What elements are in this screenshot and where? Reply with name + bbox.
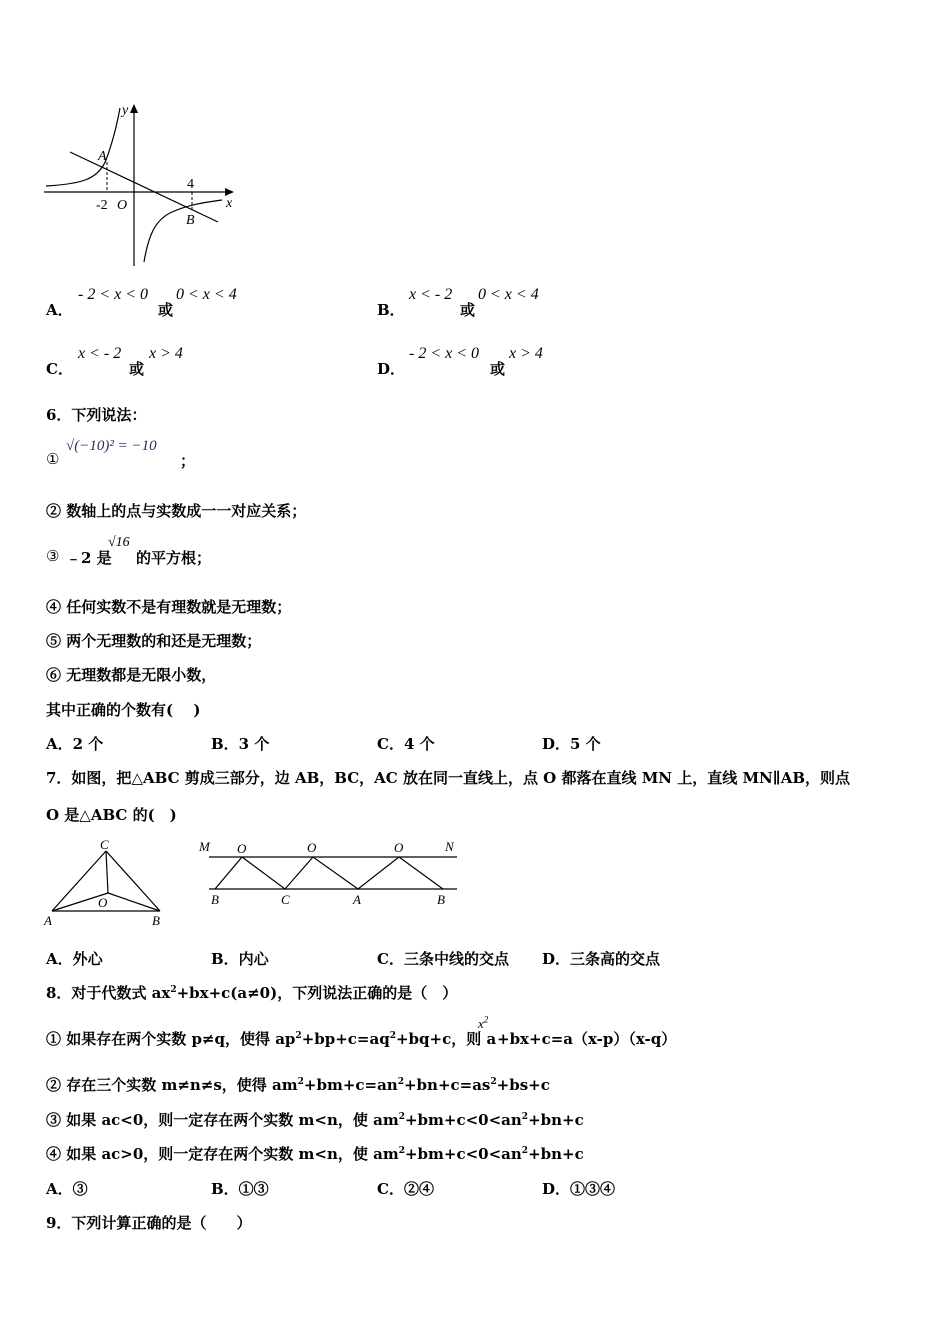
q6-statement-5: ⑤ 两个无理数的和还是无理数； <box>46 632 262 650</box>
q8-s4-sup1: 2 <box>398 1146 405 1156</box>
q5-option-c-part1: x < - 2 <box>78 345 122 362</box>
graph-a-label: A <box>98 149 107 164</box>
q5-option-b-part1: x < - 2 <box>409 286 453 303</box>
q5-option-b-part2: 0 < x < 4 <box>478 286 539 303</box>
hyperbola-line-graph <box>40 100 245 270</box>
hyperbola-right-branch <box>144 200 222 262</box>
q6-stem: 6．下列说法： <box>46 406 147 424</box>
q8-stem-pre: 8．对于代数式 ax <box>46 984 171 1002</box>
q6-statement-3-radical: √16 <box>108 535 130 550</box>
q6-statement-1-semicolon: ； <box>180 452 196 470</box>
q8-stem-post: +bx+c(a≠0)，下列说法正确的是（ ） <box>176 984 458 1002</box>
triangle-figure <box>40 835 180 930</box>
q8-s3-mid: +bm+c<0<an <box>404 1111 522 1129</box>
q8-s2-sup2: 2 <box>397 1077 404 1087</box>
q8-s1-mid2: +bq+c，则 a <box>395 1030 497 1048</box>
tri-label-o: O <box>98 895 108 910</box>
q8-s1-sup2: 2 <box>389 1031 396 1041</box>
graph-origin-label: O <box>117 198 128 213</box>
strip-label-o1: O <box>237 841 247 856</box>
q8-s2-sup3: 2 <box>490 1077 497 1087</box>
linear-function-line <box>70 152 218 222</box>
q8-stem-sup: 2 <box>170 985 177 995</box>
q8-statement-2 <box>46 1074 550 1095</box>
q5-option-c-part2: x > 4 <box>149 345 183 362</box>
q8-s2-pre: ② 存在三个实数 m≠n≠s，使得 am <box>46 1076 298 1094</box>
q6-statement-3-mark: ③ <box>46 547 60 565</box>
q8-s1-post: +bx+c=a（x-p）（x-q） <box>497 1030 677 1048</box>
y-axis-arrow <box>130 104 138 113</box>
q6-statement-6: ⑥ 无理数都是无限小数， <box>46 666 217 684</box>
q5-option-d-part2: x > 4 <box>509 345 543 362</box>
q6-statement-1-mark: ① <box>46 450 60 468</box>
q8-s4-pre: ④ 如果 ac>0，则一定存在两个实数 m<n，使 am <box>46 1145 399 1163</box>
graph-x-label: x <box>226 196 233 211</box>
q5-option-a-huo: 或 <box>158 301 174 319</box>
graph-neg2-label: -2 <box>96 198 108 213</box>
tri-label-b: B <box>152 913 160 928</box>
q7-line-1: 7．如图，把△ABC 剪成三部分，边 AB，BC，AC 放在同一直线上，点 O 都落在直线 MN 上，直线 MN∥AB，则点 <box>46 769 851 787</box>
q7-option-c[interactable]: C．三条中线的交点 <box>377 950 509 968</box>
tri-label-a: A <box>44 913 52 928</box>
q8-option-c[interactable]: C．②④ <box>377 1180 434 1198</box>
zigzag <box>215 857 443 889</box>
q8-s2-m2: +bn+c=as <box>403 1076 491 1094</box>
q5-option-b-letter: B． <box>377 301 405 319</box>
q8-s1-x-letter: x <box>478 1016 484 1031</box>
q6-statement-3-pre: ﹣2 是 <box>66 549 112 567</box>
q8-s3-pre: ③ 如果 ac<0，则一定存在两个实数 m<n，使 am <box>46 1111 399 1129</box>
q5-option-d-huo: 或 <box>490 360 506 378</box>
strip-label-n: N <box>445 839 454 854</box>
q6-ask: 其中正确的个数有( ) <box>46 701 201 719</box>
q6-option-c[interactable]: C．4 个 <box>377 735 435 753</box>
q8-option-a[interactable]: A．③ <box>46 1180 88 1198</box>
strip-label-c: C <box>281 892 290 907</box>
q8-s4-sup2: 2 <box>521 1146 529 1156</box>
q7-option-d[interactable]: D．三条高的交点 <box>542 950 661 968</box>
q6-option-b[interactable]: B．3 个 <box>211 735 270 753</box>
q8-s1-mid1: +bp+c=aq <box>301 1030 390 1048</box>
q8-s4-mid: +bm+c<0<an <box>404 1145 522 1163</box>
q8-s4-post: +bn+c <box>528 1145 584 1163</box>
q5-option-d-part1: - 2 < x < 0 <box>409 345 480 362</box>
q8-s3-post: +bn+c <box>528 1111 584 1129</box>
q8-s3-sup1: 2 <box>398 1112 405 1122</box>
q7-option-b[interactable]: B．内心 <box>211 950 269 968</box>
tri-segment-oc <box>106 851 108 893</box>
strip-label-m: M <box>199 839 210 854</box>
strip-label-o3: O <box>394 840 404 855</box>
q8-option-d[interactable]: D．①③④ <box>542 1180 616 1198</box>
q7-option-a[interactable]: A．外心 <box>46 950 103 968</box>
q9-stem: 9．下列计算正确的是（ ） <box>46 1214 252 1232</box>
q6-option-d[interactable]: D．5 个 <box>542 735 601 753</box>
hyperbola-left-branch <box>46 108 120 186</box>
q8-s2-post: +bs+c <box>496 1076 550 1094</box>
graph-four-label: 4 <box>187 177 194 192</box>
q6-statement-2: ② 数轴上的点与实数成一一对应关系； <box>46 502 307 520</box>
q8-statement-4 <box>46 1143 584 1164</box>
strip-label-b1: B <box>211 892 219 907</box>
q8-option-b[interactable]: B．①③ <box>211 1180 269 1198</box>
q5-option-a-part2: 0 < x < 4 <box>176 286 237 303</box>
q6-option-a[interactable]: A．2 个 <box>46 735 104 753</box>
q5-option-a-part1: - 2 < x < 0 <box>78 286 149 303</box>
q8-s1-sup1: 2 <box>295 1031 302 1041</box>
q8-statement-3 <box>46 1109 584 1130</box>
q5-option-c-huo: 或 <box>129 360 145 378</box>
q5-option-d-letter: D． <box>377 360 406 378</box>
tri-label-c: C <box>100 837 109 852</box>
q8-s1-x <box>478 1016 488 1032</box>
q5-option-a-letter: A． <box>46 301 73 319</box>
q8-stem <box>46 982 457 1003</box>
x-axis-arrow <box>225 188 234 196</box>
q6-statement-1-expr: √(−10)² = −10 <box>66 438 157 454</box>
q8-s2-sup1: 2 <box>297 1077 304 1087</box>
strip-label-a: A <box>353 892 361 907</box>
graph-y-label: y <box>122 103 129 118</box>
q8-s1-x-sup: 2 <box>483 1014 489 1025</box>
q8-s2-m1: +bm+c=an <box>303 1076 398 1094</box>
q5-option-c-letter: C． <box>46 360 73 378</box>
q8-s3-sup2: 2 <box>521 1112 529 1122</box>
strip-label-o2: O <box>307 840 317 855</box>
graph-b-label: B <box>186 213 195 228</box>
strip-label-b2: B <box>437 892 445 907</box>
q6-statement-3-post: 的平方根； <box>136 549 212 567</box>
q5-option-b-huo: 或 <box>460 301 476 319</box>
q7-line-2: O 是△ABC 的( ) <box>46 806 177 824</box>
q6-statement-4: ④ 任何实数不是有理数就是无理数； <box>46 598 292 616</box>
parallel-strip-figure <box>195 835 465 915</box>
q8-s1-pre: ① 如果存在两个实数 p≠q，使得 ap <box>46 1030 296 1048</box>
q8-statement-1 <box>46 1028 496 1049</box>
